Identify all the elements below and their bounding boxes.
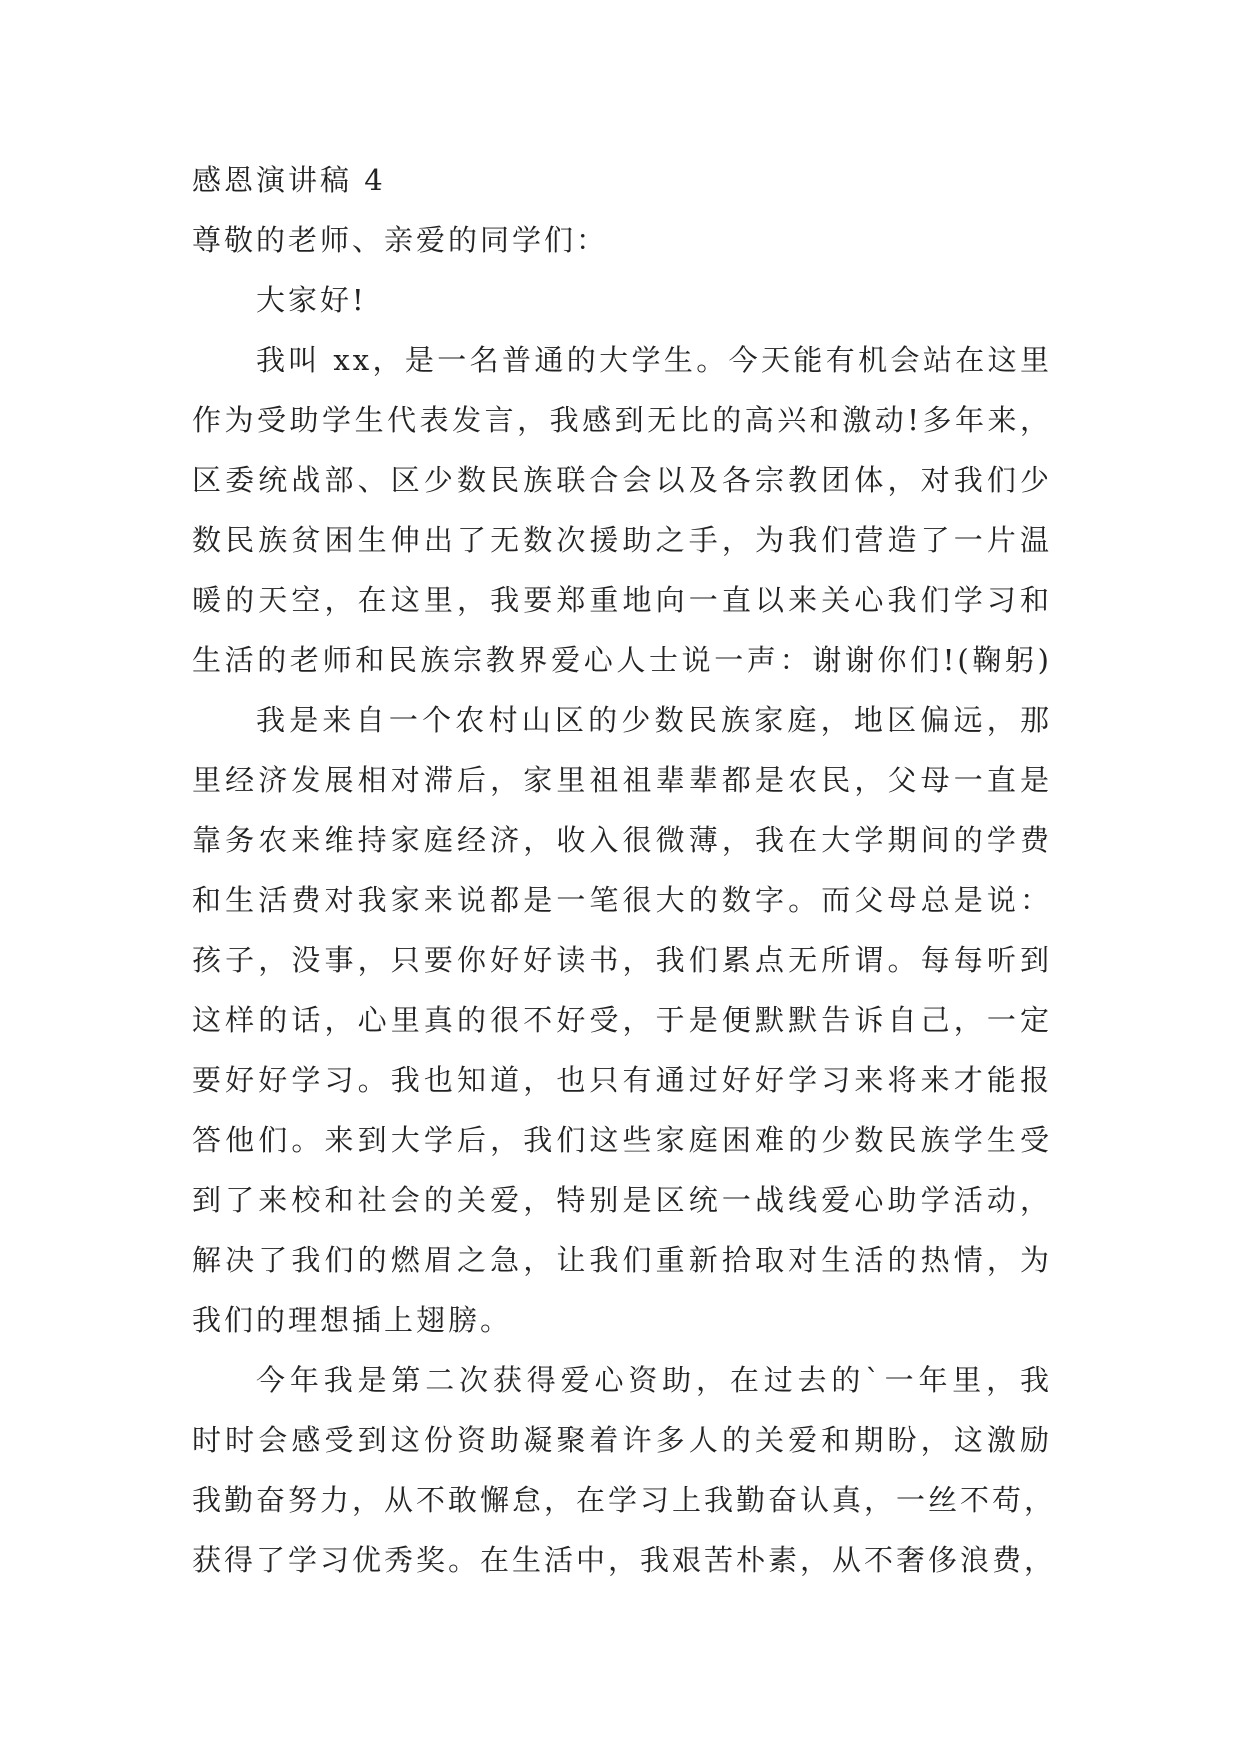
salutation: 尊敬的老师、亲爱的同学们： [192,223,609,257]
text-line: 这样的话，心里真的很不好受，于是便默默告诉自己，一定 [192,1003,1052,1037]
text-line: 答他们。来到大学后，我们这些家庭困难的少数民族学生受 [192,1123,1052,1157]
text-line: 解决了我们的燃眉之急，让我们重新拾取对生活的热情，为 [192,1243,1052,1277]
paragraph-2 [192,700,1052,1360]
text-line: 里经济发展相对滞后，家里祖祖辈辈都是农民，父母一直是 [192,763,1052,797]
paragraph-1 [192,340,1052,700]
text-line: 要好好学习。我也知道，也只有通过好好学习来将来才能报 [192,1063,1052,1097]
text-line: 和生活费对我家来说都是一笔很大的数字。而父母总是说： [192,883,1052,917]
text-line: 区委统战部、区少数民族联合会以及各宗教团体，对我们少 [192,463,1052,497]
greeting: 大家好! [256,283,367,317]
text-line: 我勤奋努力，从不敢懈怠，在学习上我勤奋认真，一丝不苟， [192,1483,1057,1517]
text-line: 作为受助学生代表发言，我感到无比的高兴和激动!多年来， [192,403,1052,437]
text-line: 我是来自一个农村山区的少数民族家庭，地区偏远，那 [256,703,1052,737]
text-line: 孩子，没事，只要你好好读书，我们累点无所谓。每每听到 [192,943,1052,977]
text-line: 我叫 xx，是一名普通的大学生。今天能有机会站在这里 [256,343,1052,377]
document-title: 感恩演讲稿 4 [192,163,386,197]
text-line: 靠务农来维持家庭经济，收入很微薄，我在大学期间的学费 [192,823,1052,857]
text-line: 我们的理想插上翅膀。 [192,1303,513,1337]
text-line: 到了来校和社会的关爱，特别是区统一战线爱心助学活动， [192,1183,1052,1217]
text-line: 数民族贫困生伸出了无数次援助之手，为我们营造了一片温 [192,523,1052,557]
text-line: 时时会感受到这份资助凝聚着许多人的关爱和期盼，这激励 [192,1423,1052,1457]
paragraph-3 [192,1360,1057,1600]
document-body [192,160,1057,1600]
text-line: 生活的老师和民族宗教界爱心人士说一声：谢谢你们!(鞠躬) [192,643,1052,677]
text-line: 今年我是第二次获得爱心资助，在过去的`一年里，我 [256,1363,1052,1397]
text-line: 获得了学习优秀奖。在生活中，我艰苦朴素，从不奢侈浪费， [192,1543,1057,1577]
text-line: 暖的天空，在这里，我要郑重地向一直以来关心我们学习和 [192,583,1052,617]
